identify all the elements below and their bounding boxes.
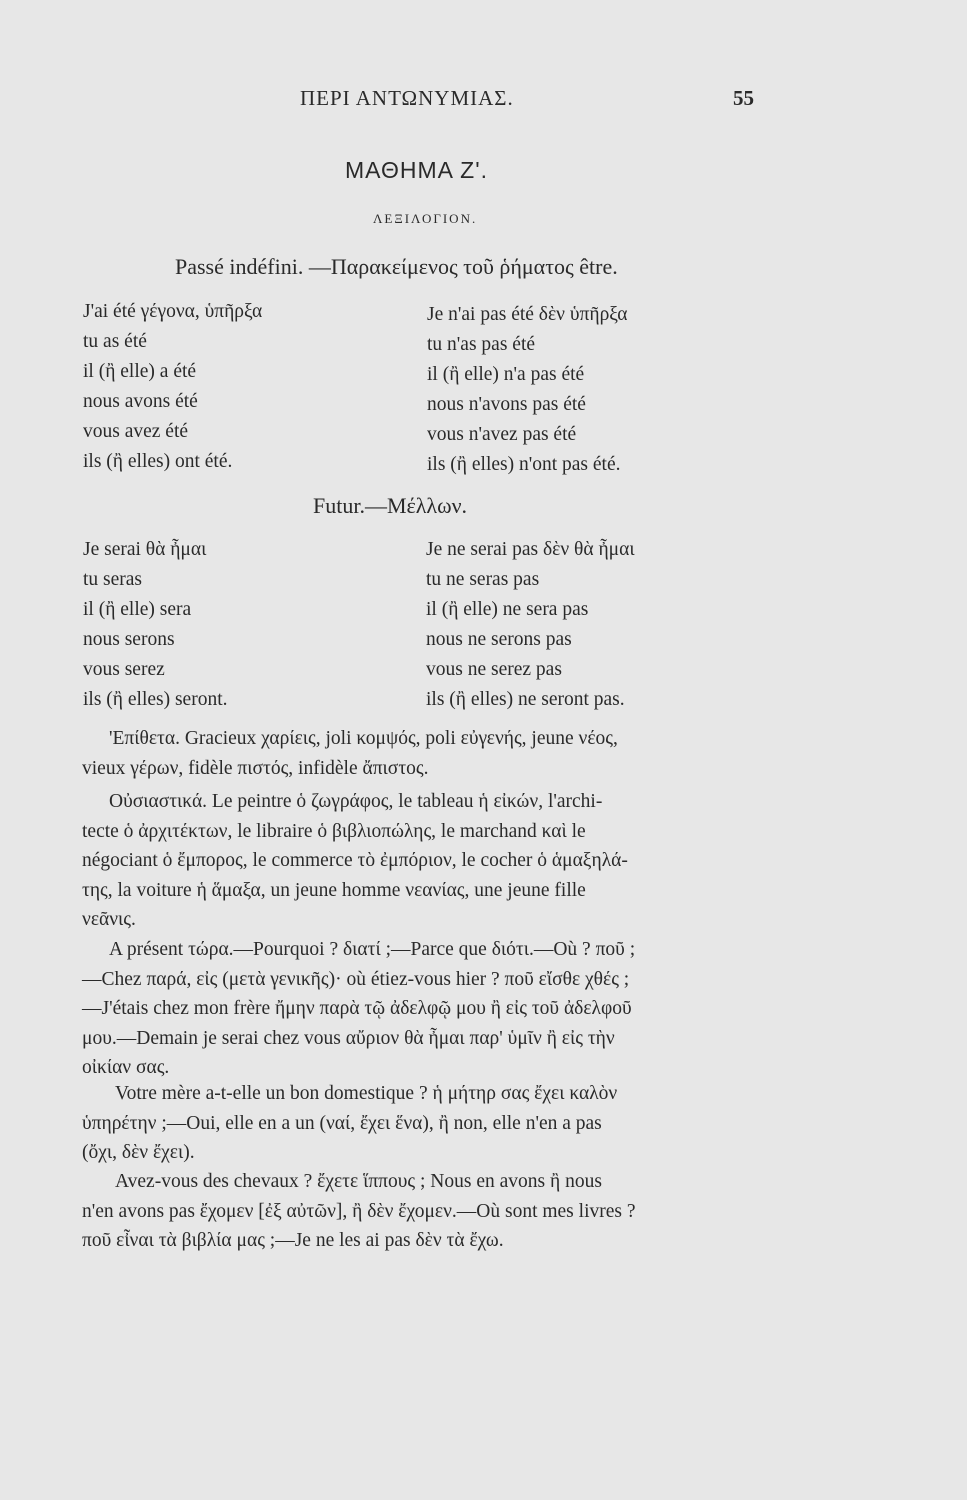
text-line: n'en avons pas ἔχομεν [ἐξ αὐτῶν], ἢ δὲν ἔχομεν.—Où sont mes livres ? (82, 1200, 636, 1222)
domestic-paragraph (82, 1079, 795, 1168)
conjugation-line: il (ἢ elle) ne sera pas (426, 599, 589, 620)
text-line: ποῦ εἶναι τὰ βιβλία μας ;—Je ne les ai pas δὲν τὰ ἔχω. (82, 1230, 504, 1252)
conjugation-line: tu as été (83, 331, 147, 352)
conjugation-line: vous n'avez pas été (427, 424, 577, 445)
text-line: tecte ὁ ἀρχιτέκτων, le libraire ὁ βιβλιοπώλης, le marchand καὶ le (82, 820, 586, 842)
running-head: ΠΕΡΙ ΑΝΤΩΝΥΜΙΑΣ. (300, 86, 514, 110)
conjugation-line: Je ne serai pas δὲν θὰ ἦμαι (426, 539, 635, 560)
conjugation-line: nous serons (83, 629, 175, 650)
text-line: —J'étais chez mon frère ἤμην παρὰ τῷ ἀδελφῷ μου ἢ εἰς τοῦ ἀδελφοῦ (82, 998, 632, 1020)
conjugation-line: il (ἢ elle) sera (83, 599, 192, 620)
text-line: νεᾶνις. (82, 909, 136, 931)
conjugation-line: ils (ἢ elles) seront. (83, 689, 228, 710)
conjugation-line: vous serez (83, 659, 165, 680)
conjugation-line: vous avez été (83, 421, 189, 442)
conjugation-line: tu ne seras pas (426, 569, 540, 590)
conjugation-line: vous ne serez pas (426, 659, 562, 680)
text-line: οἰκίαν σας. (82, 1057, 170, 1079)
text-line: 'Επίθετα. Gracieux χαρίεις, joli κομψός, poli εὐγενής, jeune νέος, (109, 728, 618, 749)
text-line: vieux γέρων, fidèle πιστός, infidèle ἄπιστος. (82, 757, 429, 779)
conjugation-line: Je n'ai pas été δὲν ὑπῆρξα (427, 304, 628, 325)
passe-indefini-heading: Passé indéfini. —Παρακείμενος τοῦ ῥήματος être. (175, 254, 618, 279)
conjugation-line: nous ne serons pas (426, 629, 572, 650)
text-line: Οὐσιαστικά. Le peintre ὁ ζωγράφος, le tableau ἡ εἰκών, l'archi- (109, 791, 603, 812)
conjugation-line: il (ἢ elle) a été (83, 361, 197, 382)
nouns-paragraph (82, 787, 795, 935)
text-line: (ὄχι, δὲν ἔχει). (82, 1142, 195, 1164)
conjugation-line: nous n'avons pas été (427, 394, 586, 415)
vocabulary-heading: ΛΕΞΙΛΟΓΙΟΝ. (373, 211, 478, 226)
passe-affirmative-column (83, 297, 262, 477)
text-line: της, la voiture ἡ ἅμαξα, un jeune homme νεανίας, une jeune fille (82, 879, 586, 901)
page-number: 55 (733, 86, 754, 110)
lesson-title: ΜΑΘΗΜΑ Ζ'. (345, 157, 488, 183)
passe-negative-column (427, 300, 627, 480)
futur-heading: Futur.—Μέλλων. (313, 493, 468, 518)
conjugation-line: J'ai été γέγονα, ὑπῆρξα (83, 301, 263, 322)
conjugation-line: ils (ἢ elles) n'ont pas été. (427, 454, 621, 475)
text-line: Avez-vous des chevaux ? ἔχετε ἵππους ; Nous en avons ἢ nous (115, 1171, 602, 1192)
conjugation-line: Je serai θὰ ἦμαι (83, 539, 207, 560)
text-line: ὑπηρέτην ;—Oui, elle en a un (ναί, ἔχει ἕνα), ἢ non, elle n'en a pas (82, 1112, 602, 1134)
conjugation-line: nous avons été (83, 391, 198, 412)
text-line: A présent τώρα.—Pourquoi ? διατί ;—Parce que διότι.—Où ? ποῦ ; (109, 939, 636, 960)
futur-negative-column (426, 535, 635, 715)
text-line: —Chez παρά, εἰς (μετὰ γενικῆς)· où étiez-vous hier ? ποῦ εἴσθε χθές ; (82, 968, 630, 990)
conjugation-line: ils (ἢ elles) ne seront pas. (426, 689, 625, 710)
horses-paragraph (82, 1167, 795, 1256)
adverbs-paragraph (82, 935, 795, 1083)
conjugation-line: ils (ἢ elles) ont été. (83, 451, 233, 472)
adjectives-paragraph (82, 724, 795, 783)
text-line: Votre mère a-t-elle un bon domestique ? ἡ μήτηρ σας ἔχει καλὸν (115, 1083, 618, 1104)
text-line: μου.—Demain je serai chez vous αὔριον θὰ ἦμαι παρ' ὑμῖν ἢ εἰς τὴν (82, 1027, 615, 1049)
futur-affirmative-column (83, 535, 228, 715)
conjugation-line: il (ἢ elle) n'a pas été (427, 364, 585, 385)
text-line: négociant ὁ ἔμπορος, le commerce τὸ ἐμπόριον, le cocher ὁ ἁμαξηλά- (82, 850, 628, 872)
conjugation-line: tu n'as pas été (427, 334, 536, 355)
conjugation-line: tu seras (83, 569, 143, 590)
